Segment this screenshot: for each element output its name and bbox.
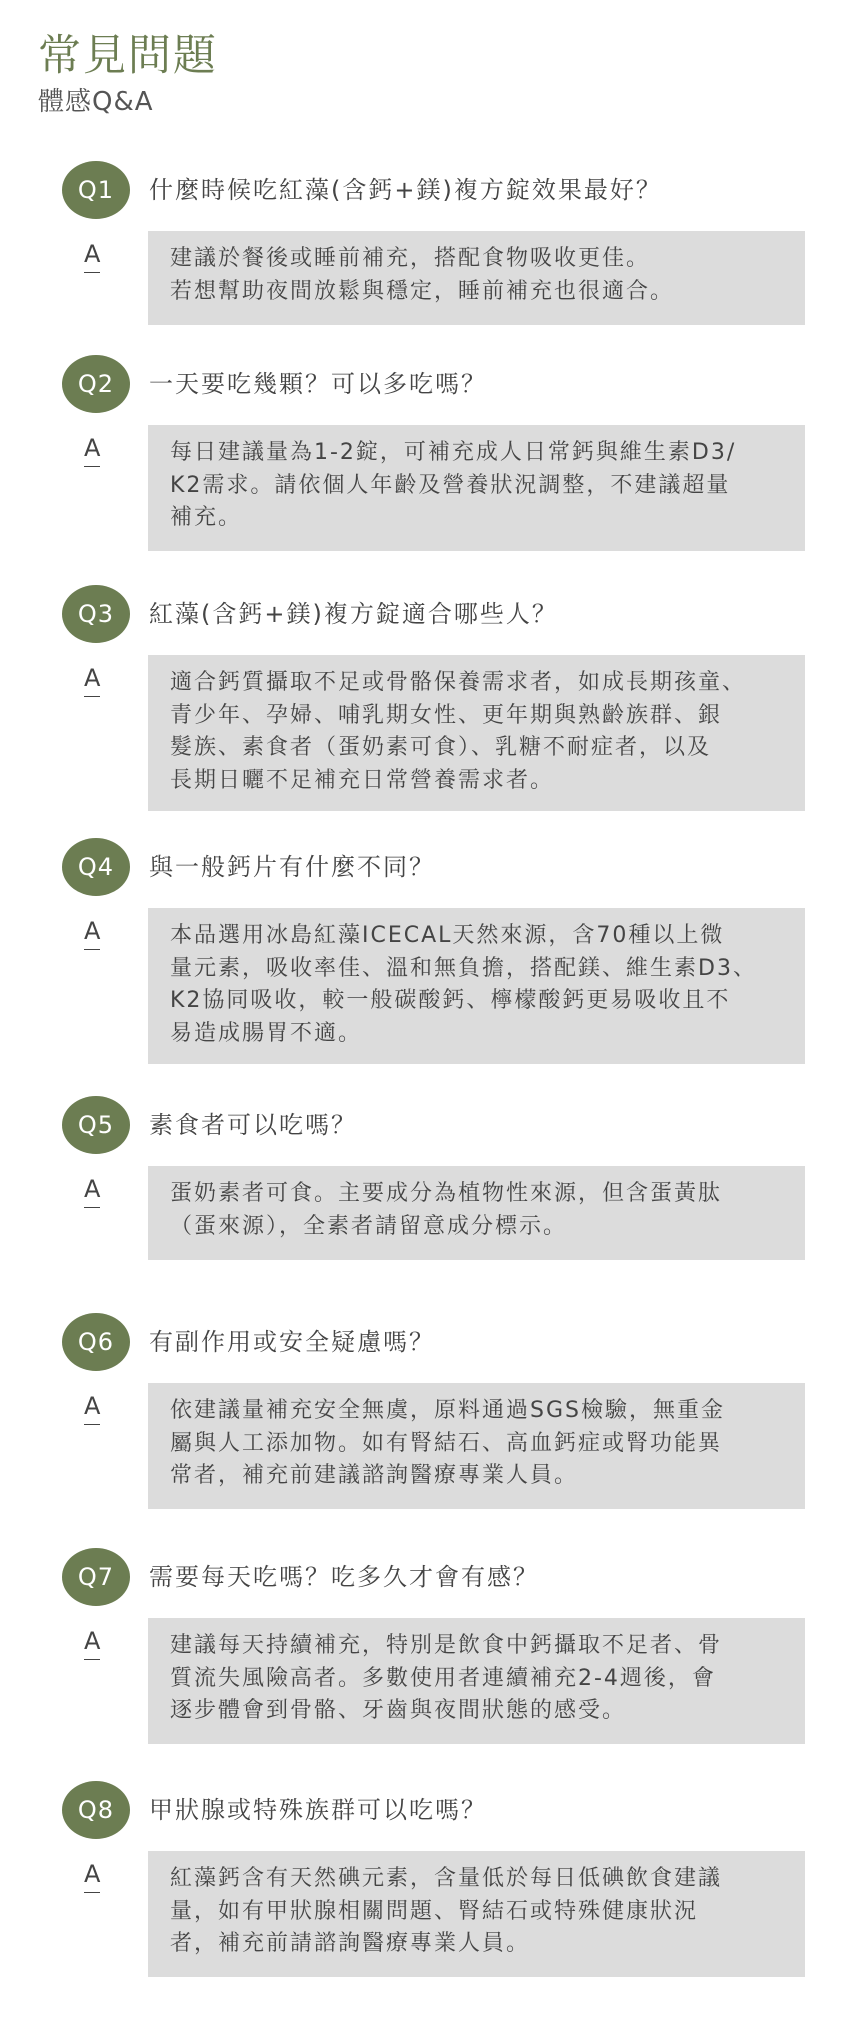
answer-line: K2協同吸收，較一般碳酸鈣、檸檬酸鈣更易吸收且不: [170, 988, 731, 1013]
answer-line: 青少年、孕婦、哺乳期女性、更年期與熟齡族群、銀: [170, 702, 723, 728]
question-row: [0, 585, 864, 643]
question-badge: Q1: [62, 161, 130, 219]
answer-mark: A: [84, 1174, 100, 1208]
answer-line: 屬與人工添加物。如有腎結石、高血鈣症或腎功能異: [170, 1430, 723, 1456]
answer-line: 紅藻鈣含有天然碘元素，含量低於每日低碘飲食建議: [170, 1866, 723, 1891]
answer-mark: A: [84, 239, 100, 273]
answer-mark: A: [84, 433, 100, 467]
question-badge: Q2: [62, 355, 130, 413]
answer-line: 蛋奶素者可食。主要成分為植物性來源，但含蛋黃肽: [170, 1181, 723, 1206]
question-badge: Q4: [62, 838, 130, 896]
answer-line: 每日建議量為1-2錠，可補充成人日常鈣與維生素D3/: [170, 440, 737, 465]
question-row: [0, 1313, 864, 1371]
answer-line: 質流失風險高者。多數使用者連續補充2-4週後，會: [170, 1665, 716, 1691]
answer-box: [148, 1166, 805, 1260]
answer-box: [148, 231, 805, 325]
answer-line: 建議於餐後或睡前補充，搭配食物吸收更佳。: [170, 246, 651, 271]
question-text: 什麼時候吃紅藻(含鈣+鎂)複方錠效果最好？: [149, 176, 662, 204]
question-badge: Q5: [62, 1096, 130, 1154]
question-text: 有副作用或安全疑慮嗎？: [149, 1328, 435, 1356]
answer-line: 補充。: [170, 505, 243, 530]
answer-box: [148, 425, 805, 551]
answer-box: [148, 908, 805, 1064]
answer-mark: A: [84, 1391, 100, 1425]
answer-line: 者，補充前請諮詢醫療專業人員。: [170, 1931, 531, 1956]
answer-mark: A: [84, 663, 100, 697]
question-row: [0, 1548, 864, 1606]
answer-line: 量元素，吸收率佳、溫和無負擔，搭配鎂、維生素D3、: [170, 955, 757, 981]
question-row: [0, 1781, 864, 1839]
answer-box: [148, 1618, 805, 1744]
question-text: 甲狀腺或特殊族群可以吃嗎？: [149, 1796, 487, 1824]
question-badge: Q3: [62, 585, 130, 643]
question-badge: Q6: [62, 1313, 130, 1371]
answer-line: K2需求。請依個人年齡及營養狀況調整，不建議超量: [170, 472, 731, 498]
answer-mark: A: [84, 916, 100, 950]
page-subtitle: 體感Q&A: [38, 87, 154, 117]
answer-box: [148, 1383, 805, 1509]
answer-line: 依建議量補充安全無虞，原料通過SGS檢驗，無重金: [170, 1398, 725, 1423]
answer-mark: A: [84, 1859, 100, 1893]
answer-box: [148, 1851, 805, 1977]
answer-line: （蛋來源），全素者請留意成分標示。: [170, 1213, 568, 1239]
question-row: [0, 1096, 864, 1154]
answer-line: 量，如有甲狀腺相關問題、腎結石或特殊健康狀況: [170, 1898, 699, 1924]
question-badge: Q8: [62, 1781, 130, 1839]
answer-line: 常者，補充前建議諮詢醫療專業人員。: [170, 1463, 579, 1488]
answer-line: 適合鈣質攝取不足或骨骼保養需求者，如成長期孩童、: [170, 670, 747, 695]
answer-line: 若想幫助夜間放鬆與穩定，睡前補充也很適合。: [170, 278, 675, 304]
answer-line: 建議每天持續補充，特別是飲食中鈣攝取不足者、骨: [170, 1633, 723, 1658]
question-row: [0, 355, 864, 413]
question-text: 一天要吃幾顆？可以多吃嗎？: [149, 370, 487, 398]
question-text: 紅藻(含鈣+鎂)複方錠適合哪些人？: [149, 600, 558, 628]
answer-line: 髮族、素食者（蛋奶素可食）、乳糖不耐症者，以及: [170, 735, 712, 760]
question-badge: Q7: [62, 1548, 130, 1606]
question-text: 與一般鈣片有什麼不同？: [149, 853, 435, 881]
page-title: 常見問題: [38, 31, 218, 81]
answer-line: 長期日曬不足補充日常營養需求者。: [170, 767, 555, 793]
question-text: 素食者可以吃嗎？: [149, 1111, 357, 1139]
question-row: [0, 838, 864, 896]
question-text: 需要每天吃嗎？吃多久才會有感？: [149, 1563, 539, 1591]
answer-line: 逐步體會到骨骼、牙齒與夜間狀態的感受。: [170, 1698, 627, 1723]
answer-line: 本品選用冰島紅藻ICECAL天然來源，含70種以上微: [170, 923, 725, 948]
answer-mark: A: [84, 1626, 100, 1660]
answer-line: 易造成腸胃不適。: [170, 1020, 363, 1046]
question-row: [0, 161, 864, 219]
answer-box: [148, 655, 805, 811]
